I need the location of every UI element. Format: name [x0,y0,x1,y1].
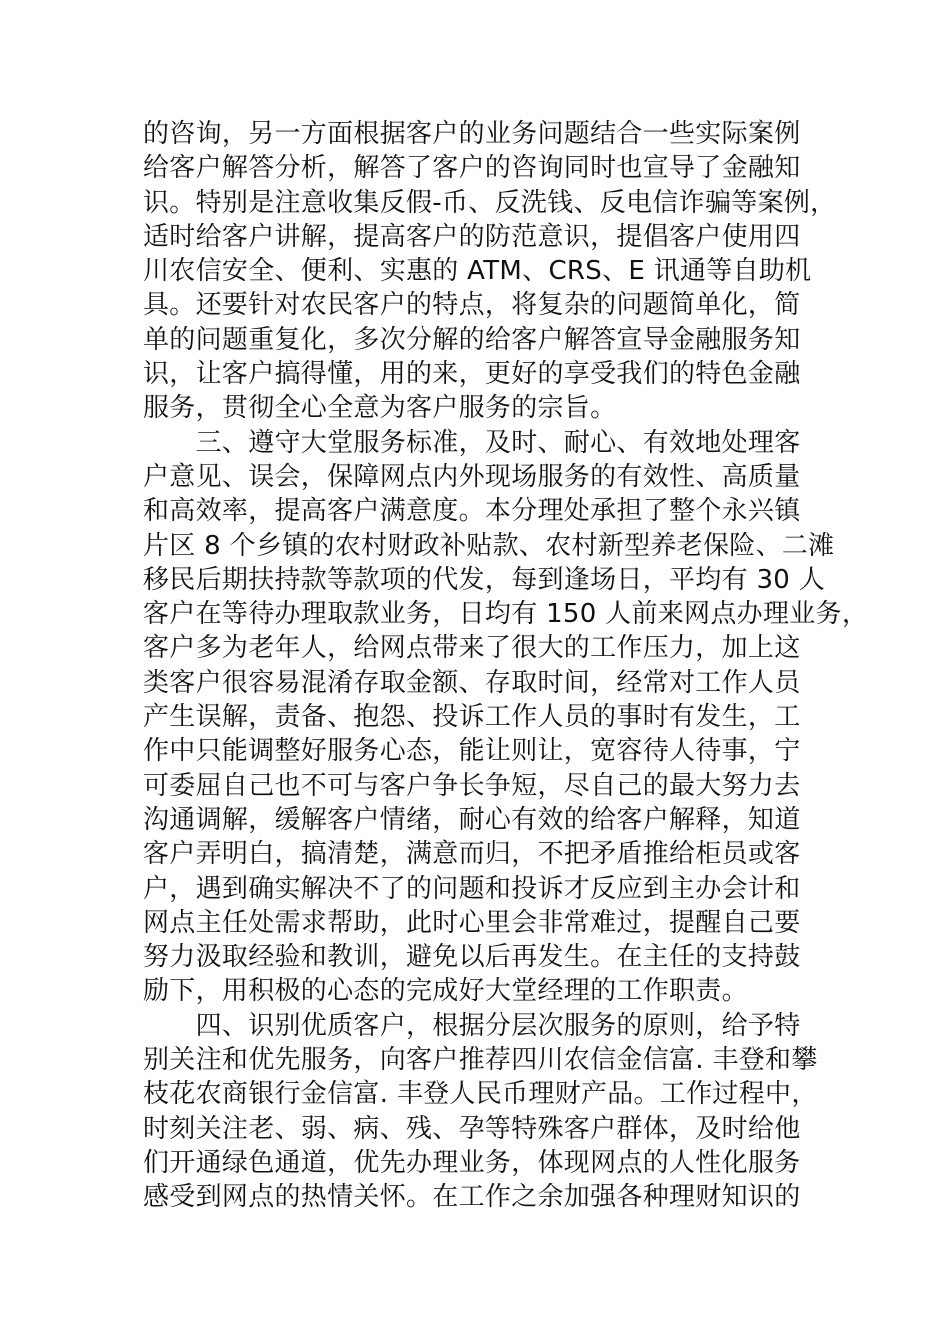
text-line: 识，让客户搞得懂，用的来，更好的享受我们的特色金融 [143,359,801,390]
text-line: 类客户很容易混淆存取金额、存取时间，经常对工作人员 [143,667,801,698]
paragraph-heading-4: 四、识别优质客户，根据分层次服务的原则，给予特 [143,1010,801,1041]
text-line: 客户在等待办理取款业务，日均有 150 人前来网点办理业务， [143,599,869,630]
text-line: 单的问题重复化，多次分解的给客户解答宣导金融服务知 [143,324,801,355]
text-line: 时刻关注老、弱、病、残、孕等特殊客户群体，及时给他 [143,1113,801,1144]
text-line: 识。特别是注意收集反假-币、反洗钱、反电信诈骗等案例， [143,187,837,218]
body-text [143,117,869,1215]
text-line: 户意见、误会，保障网点内外现场服务的有效性、高质量 [143,461,801,492]
text-line: 感受到网点的热情关怀。在工作之余加强各种理财知识的 [143,1182,801,1213]
text-line: 片区 8 个乡镇的农村财政补贴款、农村新型养老保险、二滩 [143,530,835,561]
text-line: 给客户解答分析，解答了客户的咨询同时也宣导了金融知 [143,153,801,184]
text-line: 户，遇到确实解决不了的问题和投诉才反应到主办会计和 [143,873,801,904]
text-line: 客户弄明白，搞清楚，满意而归，不把矛盾推给柜员或客 [143,839,801,870]
text-line: 别关注和优先服务，向客户推荐四川农信金信富. 丰登和攀 [143,1045,818,1076]
text-line: 沟通调解，缓解客户情绪，耐心有效的给客户解释，知道 [143,804,801,835]
text-line: 枝花农商银行金信富. 丰登人民币理财产品。工作过程中， [143,1079,818,1110]
text-line: 可委屈自己也不可与客户争长争短，尽自己的最大努力去 [143,770,801,801]
text-line: 励下，用积极的心态的完成好大堂经理的工作职责。 [143,976,748,1007]
text-line: 产生误解，责备、抱怨、投诉工作人员的事时有发生，工 [143,702,801,733]
text-line: 网点主任处需求帮助，此时心里会非常难过，提醒自己要 [143,907,801,938]
text-line: 客户多为老年人，给网点带来了很大的工作压力，加上这 [143,633,801,664]
text-line: 的咨询，另一方面根据客户的业务问题结合一些实际案例 [143,119,801,149]
paragraph-heading-3: 三、遵守大堂服务标准，及时、耐心、有效地处理客 [143,427,801,458]
text-line: 作中只能调整好服务心态，能让则让，宽容待人待事，宁 [143,736,801,767]
text-line: 适时给客户讲解，提高客户的防范意识，提倡客户使用四 [143,221,801,252]
text-line: 川农信安全、便利、实惠的 ATM、CRS、E 讯通等自助机 [143,256,812,287]
text-line: 们开通绿色通道，优先办理业务，体现网点的人性化服务 [143,1147,801,1178]
text-line: 具。还要针对农民客户的特点，将复杂的问题简单化，简 [143,290,801,321]
text-line: 服务，贯彻全心全意为客户服务的宗旨。 [143,393,617,424]
text-line: 努力汲取经验和教训，避免以后再发生。在主任的支持鼓 [143,942,801,973]
text-line: 移民后期扶持款等款项的代发，每到逢场日，平均有 30 人 [143,564,826,595]
text-line: 和高效率，提高客户满意度。本分理处承担了整个永兴镇 [143,496,801,527]
